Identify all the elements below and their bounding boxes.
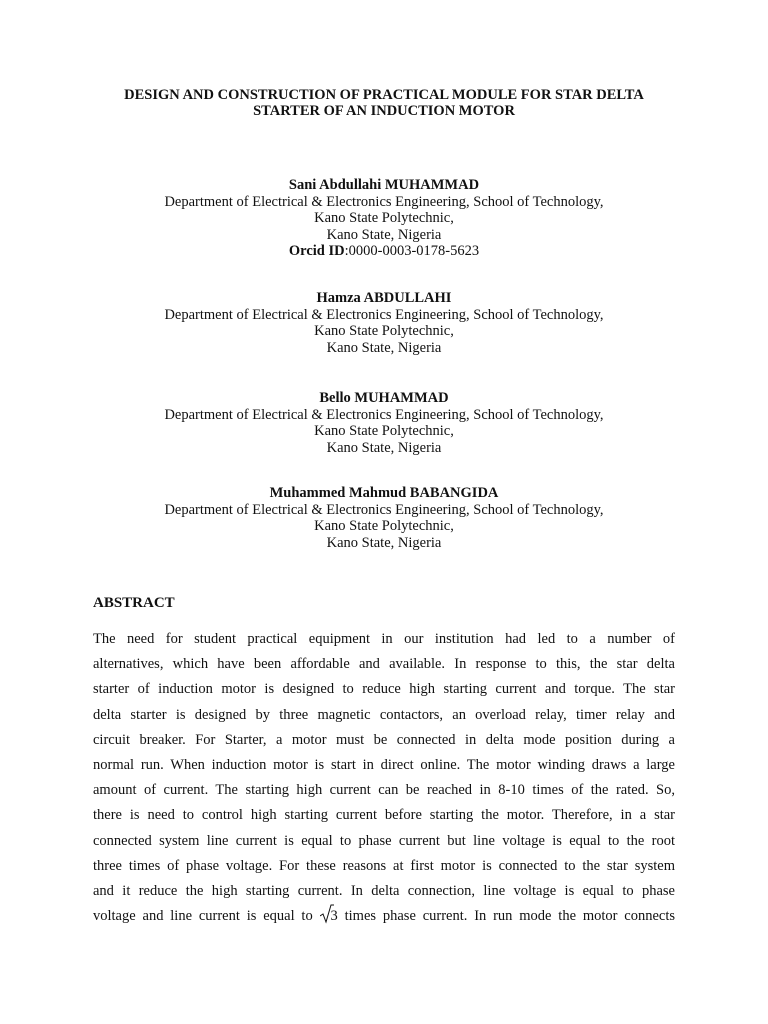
- abstract-body: [93, 627, 675, 929]
- author-location: Kano State, Nigeria: [326, 534, 442, 551]
- author-block: [0, 290, 768, 356]
- abstract-line: three times of phase voltage. For these reasons at first motor is connected to the star system: [93, 857, 675, 874]
- author-department: Department of Electrical & Electronics Engineering, School of Technology,: [164, 406, 604, 423]
- abstract-line: and it reduce the high starting current. In delta connection, line voltage is equal to phase: [93, 882, 675, 899]
- author-block: [0, 177, 768, 260]
- author-block: [0, 390, 768, 456]
- paper-title: [60, 87, 708, 119]
- author-orcid: [0, 243, 768, 260]
- author-institution: Kano State Polytechnic,: [314, 518, 454, 534]
- orcid-label: Orcid ID: [288, 243, 345, 259]
- author-location: Kano State, Nigeria: [326, 226, 442, 243]
- abstract-text: voltage and line current is equal to: [93, 908, 313, 925]
- author-institution: Kano State Polytechnic,: [314, 323, 454, 339]
- abstract-line: connected system line current is equal to phase current but line voltage is equal to the root: [93, 832, 675, 849]
- author-department: Department of Electrical & Electronics Engineering, School of Technology,: [164, 306, 604, 323]
- author-institution: Kano State Polytechnic,: [314, 423, 454, 439]
- abstract-line: starter of induction motor is designed to reduce high starting current and torque. The star: [93, 681, 675, 698]
- author-department: Department of Electrical & Electronics Engineering, School of Technology,: [164, 501, 604, 518]
- author-department: Department of Electrical & Electronics Engineering, School of Technology,: [164, 193, 604, 210]
- title-line: DESIGN AND CONSTRUCTION OF PRACTICAL MODULE FOR STAR DELTA: [124, 87, 644, 103]
- author-name: Muhammed Mahmud BABANGIDA: [269, 485, 499, 501]
- orcid-value: :0000-0003-0178-5623: [344, 243, 480, 259]
- sqrt-value: 3: [330, 908, 338, 925]
- title-line: STARTER OF AN INDUCTION MOTOR: [253, 103, 515, 119]
- author-location: Kano State, Nigeria: [326, 439, 442, 456]
- radical-sign-icon: [320, 904, 334, 924]
- author-institution: Kano State Polytechnic,: [314, 210, 454, 226]
- abstract-line: amount of current. The starting high current can be reached in 8-10 times of the rated. So,: [93, 782, 675, 799]
- abstract-line: The need for student practical equipment in our institution had led to a number of: [93, 631, 675, 647]
- author-name: Bello MUHAMMAD: [319, 390, 449, 406]
- abstract-line: normal run. When induction motor is start in direct online. The motor winding draws a large: [93, 756, 675, 773]
- abstract-line-last: [93, 904, 675, 929]
- author-block: [0, 485, 768, 551]
- abstract-line: circuit breaker. For Starter, a motor must be connected in delta mode position during a: [93, 731, 675, 748]
- abstract-line: there is need to control high starting current before starting the motor. Therefore, in a star: [93, 807, 675, 824]
- author-name: Hamza ABDULLAHI: [316, 290, 452, 306]
- abstract-line: delta starter is designed by three magnetic contactors, an overload relay, timer relay and: [93, 706, 675, 723]
- abstract-heading: ABSTRACT: [93, 595, 175, 611]
- author-name: Sani Abdullahi MUHAMMAD: [288, 177, 480, 193]
- author-location: Kano State, Nigeria: [326, 339, 442, 356]
- abstract-line: alternatives, which have been affordable and available. In response to this, the star delta: [93, 656, 675, 673]
- abstract-text: times phase current. In run mode the motor connects: [344, 908, 676, 925]
- square-root-symbol: [322, 904, 338, 929]
